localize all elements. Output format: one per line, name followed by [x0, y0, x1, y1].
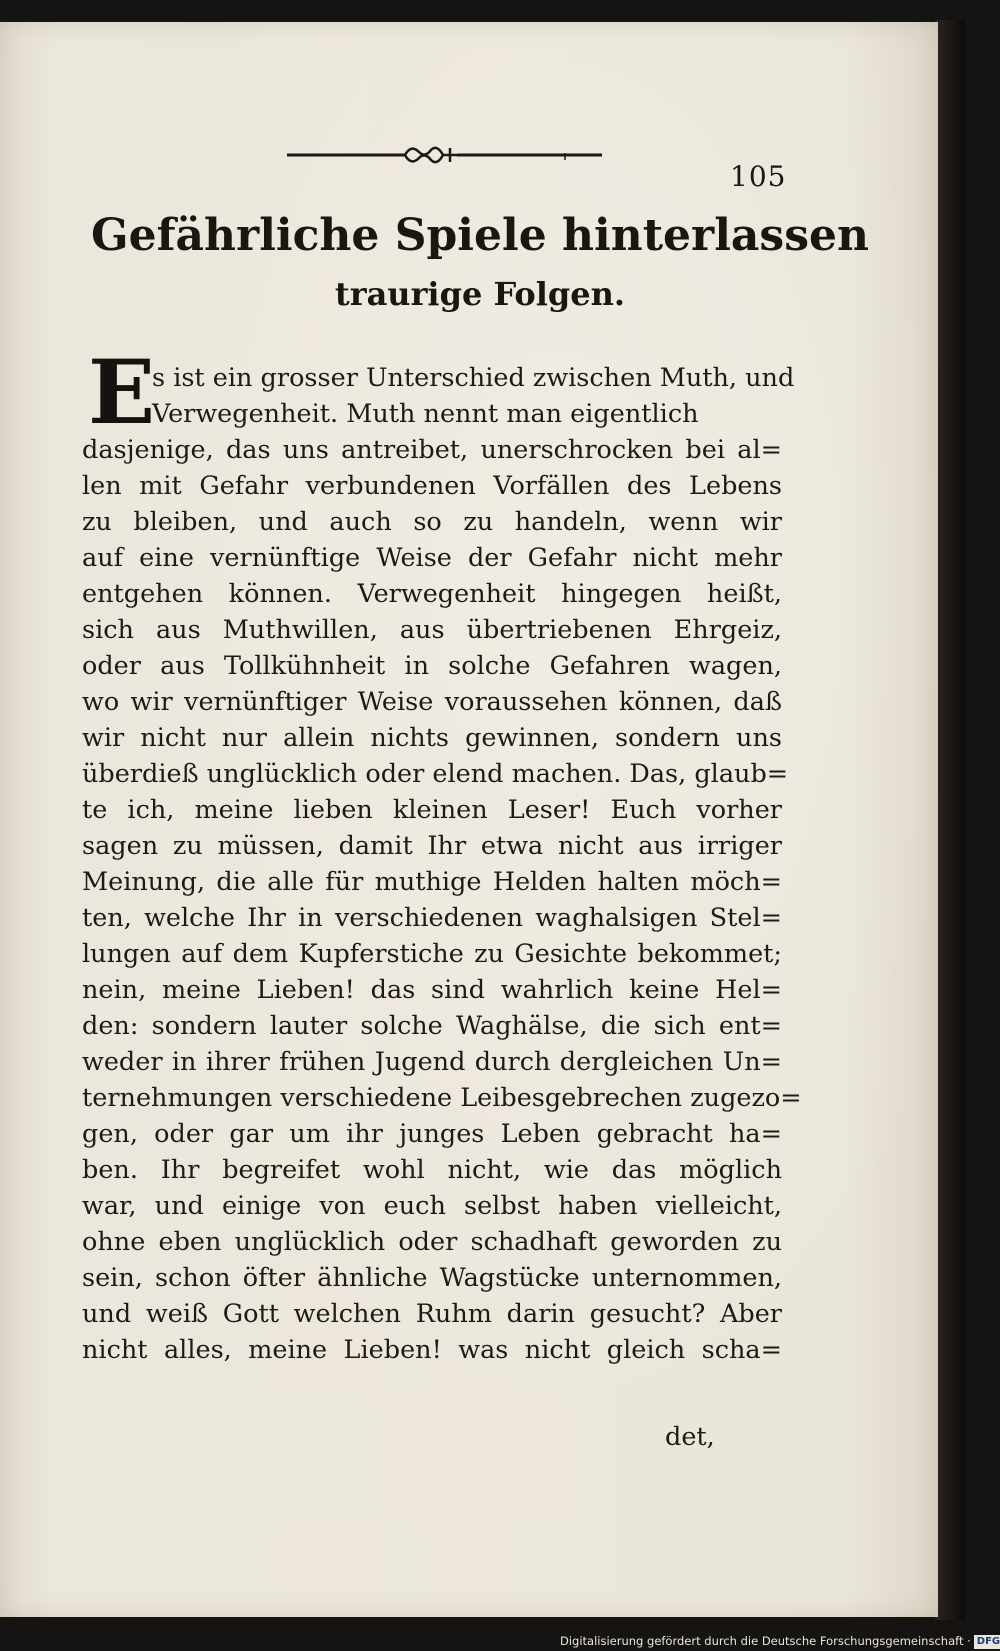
text-line: ohne eben unglücklich oder schadhaft geworden zu	[82, 1227, 782, 1257]
text-line: sich aus Muthwillen, aus übertriebenen Ehrgeiz,	[82, 615, 782, 645]
text-line: ternehmungen verschiedene Leibesgebrechen zugezo=	[82, 1083, 802, 1113]
text-line: nicht alles, meine Lieben! was nicht gleich scha=	[82, 1335, 782, 1365]
page-number: 105	[730, 160, 787, 193]
text-line: überdieß unglücklich oder elend machen. Das, glaub=	[82, 759, 789, 789]
text-line: Meinung, die alle für muthige Helden halten möch=	[82, 867, 782, 897]
text-line: ben. Ihr begreifet wohl nicht, wie das möglich	[82, 1155, 782, 1185]
text-line: weder in ihrer frühen Jugend durch dergleichen Un=	[82, 1047, 782, 1077]
text-line: und weiß Gott welchen Ruhm darin gesucht? Aber	[82, 1299, 782, 1329]
text-line: te ich, meine lieben kleinen Leser! Euch vorher	[82, 795, 782, 825]
text-line: lungen auf dem Kupferstiche zu Gesichte bekommet;	[82, 939, 782, 969]
book-spine-edge	[935, 20, 965, 1620]
text-line: sein, schon öfter ähnliche Wagstücke unternommen,	[82, 1263, 782, 1293]
text-line: nein, meine Lieben! das sind wahrlich keine Hel=	[82, 975, 782, 1005]
text-line: ten, welche Ihr in verschiedenen waghalsigen Stel=	[82, 903, 782, 933]
text-line: dasjenige, das uns antreibet, unerschrocken bei al=	[82, 435, 782, 465]
text-line: sagen zu müssen, damit Ihr etwa nicht aus irriger	[82, 831, 782, 861]
text-line: wo wir vernünftiger Weise voraussehen können, daß	[82, 687, 782, 717]
ornament-divider-icon	[287, 142, 602, 168]
text-line: s ist ein grosser Unterschied zwischen Muth, und	[152, 363, 795, 393]
catchword: det,	[665, 1422, 715, 1452]
credit-text: Digitalisierung gefördert durch die Deutsche Forschungsgemeinschaft ·	[560, 1634, 971, 1648]
book-page	[0, 22, 938, 1617]
chapter-subtitle: traurige Folgen.	[334, 275, 626, 313]
chapter-title: Gefährliche Spiele hinterlassen	[91, 210, 869, 261]
text-line: gen, oder gar um ihr junges Leben gebracht ha=	[82, 1119, 782, 1149]
drop-capital: E	[88, 340, 156, 444]
text-line: len mit Gefahr verbundenen Vorfällen des Lebens	[82, 471, 782, 501]
text-line: zu bleiben, und auch so zu handeln, wenn wir	[82, 507, 782, 537]
text-line: auf eine vernünftige Weise der Gefahr nicht mehr	[82, 543, 782, 573]
text-line: war, und einige von euch selbst haben vielleicht,	[82, 1191, 782, 1221]
text-line: entgehen können. Verwegenheit hingegen heißt,	[82, 579, 782, 609]
text-line: Verwegenheit. Muth nennt man eigentlich	[152, 399, 699, 429]
text-line: den: sondern lauter solche Waghälse, die sich ent=	[82, 1011, 782, 1041]
text-line: oder aus Tollkühnheit in solche Gefahren wagen,	[82, 651, 782, 681]
text-line: wir nicht nur allein nichts gewinnen, sondern uns	[82, 723, 782, 753]
digitization-credit	[560, 1632, 1000, 1651]
dfg-logo-icon: DFG	[974, 1635, 1000, 1649]
